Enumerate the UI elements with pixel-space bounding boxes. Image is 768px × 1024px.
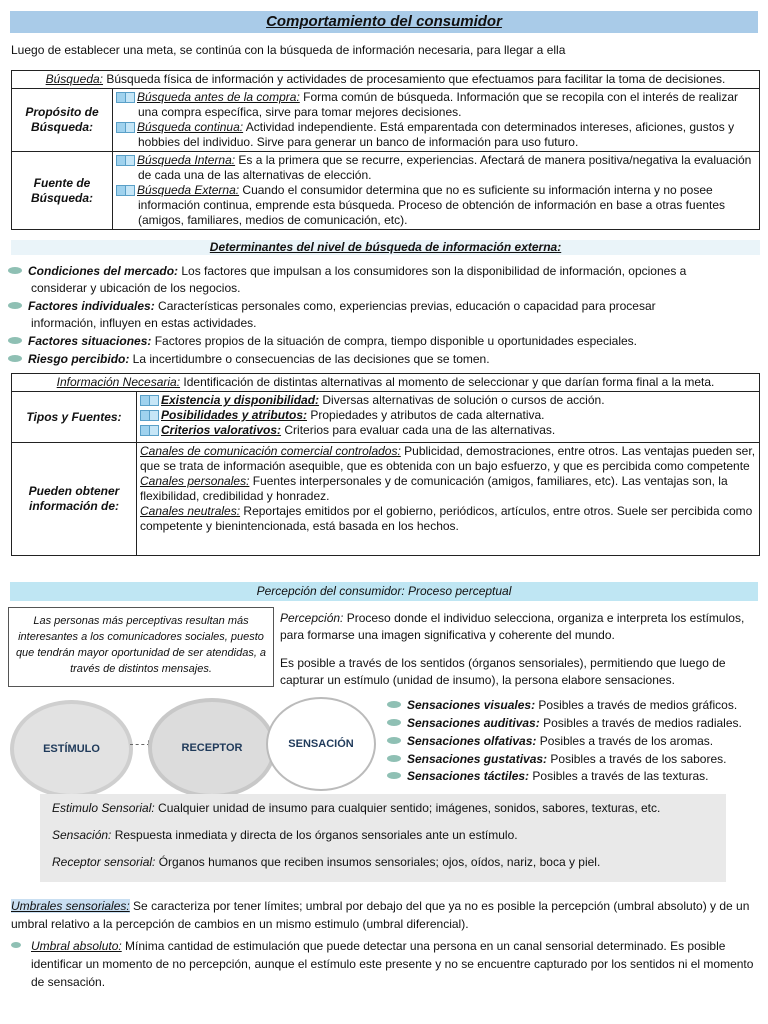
sensacion-circle: SENSACIÓN	[266, 697, 376, 791]
busqueda-table: Búsqueda: Búsqueda física de información y actividades de procesamiento que efectuamos para facilitar la toma de decisiones. Propósito de Búsqueda: Búsqueda antes de la compra: Forma común de búsqueda. Información que se recopila con el interés de realizar una compra específica, sirve para tomar mejores decisiones. Búsqueda continua: Actividad independiente. Está emparentada con determinados intereses, aficiones, gustos y hobbies del individuo. Sirve para generar un banco de información para uso futuro. Fuente de Búsqueda: Búsqueda Interna: Es a la primera que se recurre, experiencias. Afectará de manera positiva/negativa la evaluación de cada una de las alternativas de elección. Búsqueda Externa: Cuando el consumidor determina que no es suficiente su información interna y no posee información continua, emprende esta búsqueda. Proceso de obtención de información en base a otras fuentes (amigos, familiares, medios de comunicación, etc).	[11, 70, 760, 230]
bullet-icon	[8, 302, 22, 309]
tipos-label: Tipos y Fuentes:	[12, 392, 137, 443]
book-icon	[140, 395, 158, 405]
umbral-absoluto: Umbral absoluto: Mínima cantidad de estimulación que puede detectar una persona en un canal sensorial determinado. Es posible identificar un momento de no percepción, aunque el estímulo este presente y no se encuentre capturado por los sentidos ni el momento de sensación.	[11, 937, 759, 991]
percepcion-banner: Percepción del consumidor: Proceso perceptual	[10, 582, 758, 601]
obtener-label: Pueden obtener información de:	[12, 443, 137, 556]
book-icon	[140, 410, 158, 420]
percepcion-sentidos: Es posible a través de los sentidos (órganos sensoriales), permitiendo que luego de capturar un estímulo (unidad de insumo), la persona elabore sensaciones.	[280, 656, 726, 687]
percepcion-definition: Percepción: Proceso donde el individuo selecciona, organiza e interpreta los estímulos, para formarse una imagen significativa y coherente del mundo.	[280, 611, 745, 642]
informacion-table: Información Necesaria: Identificación de distintas alternativas al momento de seleccionar y que darían forma final a la meta. Tipos y Fuentes: Existencia y disponibilidad: Diversas alternativas de solución o cursos de acción. Posibilidades y atributos: Propiedades y atributos de cada alternativa. Criterios valorativos: Criterios para evaluar cada una de las alternativas. Pueden obtener información de: Canales de comunicación comercial controlados: Publicidad, demostraciones, entre otros. Las ventajas pueden ser, que se trata de información asequible, que es obtenida con un bajo esfuerzo, y que es percibida como competente Canales personales: Fuentes interpersonales y de comunicación (amigos, familiares, etc). Las ventajas son, la flexibilidad, credibilidad y honradez. Canales neutrales: Reportajes emitidos por el gobierno, periódicos, artículos, entre otros. Suele ser percibida como competente y bienintencionada, está basada en los hechos.	[11, 373, 760, 556]
estimulo-circle: ESTÍMULO	[10, 700, 133, 798]
book-icon	[116, 122, 134, 132]
intro-text: Luego de establecer una meta, se continúa con la búsqueda de información necesaria, para llegar a ella	[11, 43, 566, 57]
definitions-box: Estimulo Sensorial: Cualquier unidad de insumo para cualquier sentido; imágenes, sonidos, sabores, texturas, etc. Sensación: Respuesta inmediata y directa de los órganos sensoriales ante un estímulo. Receptor sensorial: Órganos humanos que reciben insumos sensoriales; ojos, oídos, nariz, boca y piel.	[40, 794, 726, 882]
bullet-icon	[8, 267, 22, 274]
book-icon	[116, 155, 134, 165]
book-icon	[116, 185, 134, 195]
bullet-icon	[387, 772, 401, 779]
arrow-icon	[130, 744, 150, 745]
umbrales-text: Umbrales sensoriales: Se caracteriza por tener límites; umbral por debajo del que ya no es posible la percepción (umbral absoluto) y de un umbral relativo a la percepción de cambios en un mismo estimulo (umbral diferencial).	[11, 899, 750, 931]
bullet-icon	[387, 737, 401, 744]
book-icon	[140, 425, 158, 435]
bullet-icon	[387, 719, 401, 726]
page-title: Comportamiento del consumidor	[10, 11, 758, 33]
bullet-icon	[8, 337, 22, 344]
proposito-label: Propósito de Búsqueda:	[12, 89, 113, 152]
book-icon	[116, 92, 134, 102]
bullet-icon	[387, 701, 401, 708]
percepcion-note: Las personas más perceptivas resultan más interesantes a los comunicadores sociales, puesto que tendrán mayor oportunidad de ser atendidas, a través de distintos mensajes.	[8, 607, 274, 687]
bullet-icon	[11, 942, 21, 948]
receptor-circle: RECEPTOR	[148, 698, 276, 798]
fuente-label: Fuente de Búsqueda:	[12, 152, 113, 230]
bullet-icon	[8, 355, 22, 362]
bullet-icon	[387, 755, 401, 762]
determinantes-heading: Determinantes del nivel de búsqueda de información externa:	[11, 240, 760, 255]
